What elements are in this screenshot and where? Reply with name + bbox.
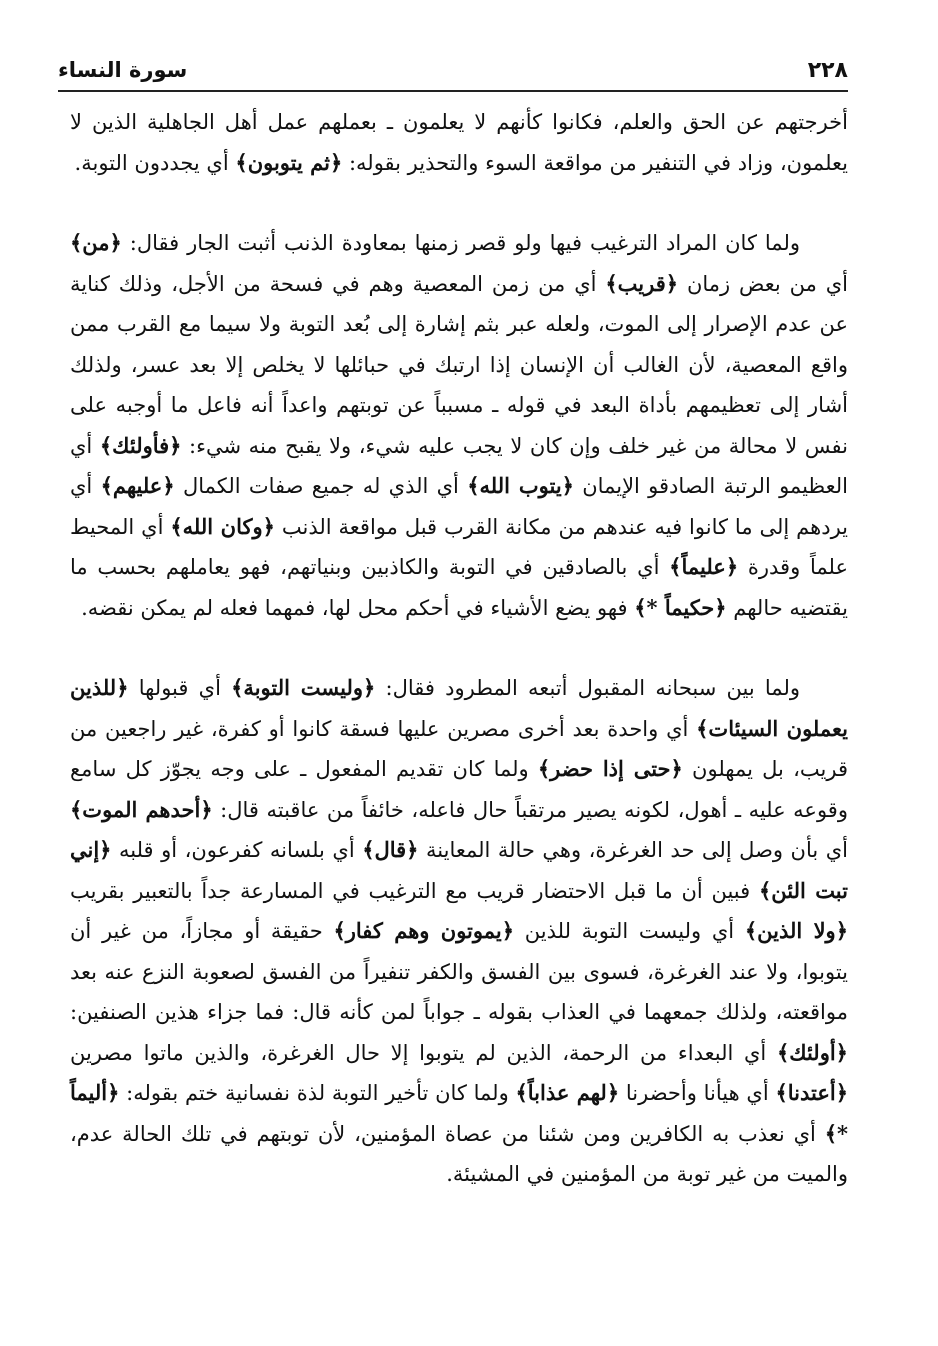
paragraph-gap [70, 628, 848, 668]
quran-verse-quote: ﴿عليهم﴾ [100, 473, 175, 498]
quran-verse-quote: ﴿من﴾ [70, 230, 122, 255]
commentary-text: ولما كان تأخير التوبة لذة نفسانية ختم بقوله: [119, 1081, 516, 1105]
quran-verse-quote: ﴿حتى إذا حضر﴾ [537, 756, 683, 781]
commentary-text: فبين أن ما قبل الاحتضار قريب مع الترغيب في المسارعة جداً بالتعبير بقريب [70, 878, 759, 903]
quran-verse-quote: ﴿قال﴾ [362, 837, 419, 862]
commentary-text: أي بأن وصل إلى حد الغرغرة، وهي حالة المعاينة [418, 838, 848, 862]
quran-verse-quote: ﴿أليماً *﴾ [70, 1080, 848, 1146]
commentary-text: أي بالصادقين في التوبة والكاذبين وبنياتهم، فهو يعاملهم بحسب ما يقتضيه حالهم [70, 555, 848, 620]
commentary-text: حقيقة أو مجازاً، من غير أن يتوبوا، ولا عند الغرغرة، فسوى بين الفسق والكفر تنفيراً من الفسق لصعوبة النزع عنه بعد مواقعته، ولذلك جمعهما في العذاب بقوله ـ جواباً لمن كأنه قال: فما جزاء هذين الصنفين: [70, 919, 848, 1024]
commentary-text: أي الذي له جميع صفات الكمال [174, 474, 468, 498]
page-header [58, 56, 848, 92]
quran-verse-quote: ﴿ولا الذين﴾ [744, 918, 849, 943]
body-text [70, 102, 848, 1195]
quran-verse-quote: ﴿لهم عذاباً﴾ [515, 1080, 620, 1105]
commentary-text: أي يردهم إلى ما كانوا فيه عندهم من مكانة القرب قبل مواقعة الذنب [70, 474, 848, 539]
quran-verse-quote: ﴿إني تبت الئن﴾ [70, 837, 848, 903]
paragraph [70, 668, 848, 1195]
commentary-text: أي نعذب به الكافرين ومن شئنا من عصاة المؤمنين، لأن توبتهم في تلك الحالة عدم، والميت من غير توبة من المؤمنين في المشيئة. [70, 1121, 848, 1186]
quran-verse-quote: ﴿أولئك﴾ [776, 1039, 848, 1065]
commentary-text: أي المحيط علماً وقدرة [70, 514, 848, 579]
commentary-text: أي من بعض زمان [678, 271, 849, 296]
quran-verse-quote: ﴿عليماً﴾ [669, 554, 739, 579]
commentary-text: أي من زمن المعصية وهم في فسحة من الأجل، وذلك كناية عن عدم الإصرار إلى الموت، ولعله عبر بثم إشارة إلى بُعد التوبة ولا سيما مع القرب ممن واقع المعصية، لأن الغالب أن الإنسان إذا ارتبك في حبائلها لا يخلص إلا بعد عسر، ولذلك أشار إلى تعظيمهم بأداة البعد في قوله ـ مسبباً عن توبتهم واعداً أنه فاعل ما أوجبه على نفس لا محالة من غير خلف وإن كان لا يجب عليه شيء، ولا يقبح منه شيء: [70, 271, 849, 458]
quran-verse-quote: ﴿وليست التوبة﴾ [231, 675, 376, 700]
commentary-text: ولما بين سبحانه المقبول أتبعه المطرود فقال: [375, 676, 800, 700]
paragraph [70, 223, 848, 628]
commentary-text: أي يجددون التوبة. [74, 150, 236, 175]
quran-verse-quote: ﴿قريب﴾ [605, 270, 679, 296]
commentary-text: أي هيأنا وأحضرنا [619, 1081, 776, 1105]
quran-verse-quote: ﴿وكان الله﴾ [170, 513, 275, 539]
quran-verse-quote: ﴿فأولئك﴾ [99, 432, 182, 458]
commentary-text: أخرجتهم عن الحق والعلم، فكانوا كأنهم لا يعلمون ـ بعملهم عمل أهل الجاهلية الذين لا يعلمون، وزاد في التنفير من مواقعة السوء والتحذير بقوله: [70, 110, 848, 175]
page-number: ٢٢٨ [807, 58, 848, 83]
commentary-text: ولما كان تقديم المفعول ـ على وجه يجوّز كل سامع وقوعه عليه ـ أهول، لكونه يصير مرتقباً حال فاعله، خائفاً من عاقبته قال: [70, 757, 848, 822]
quran-verse-quote: ﴿يتوب الله﴾ [467, 473, 574, 498]
quran-verse-quote: ﴿ثم يتوبون﴾ [235, 149, 343, 175]
quran-verse-quote: ﴿للذين يعملون السيئات﴾ [70, 675, 848, 741]
quran-verse-quote: ﴿أحدهم الموت﴾ [70, 796, 213, 822]
commentary-text: فهو يضع الأشياء في أحكم محل لها، فمهما فعله لم يمكن نقضه. [81, 595, 635, 620]
commentary-text: أي قبولها [128, 676, 232, 700]
commentary-text: أي واحدة بعد أخرى مصرين عليها فسقة كانوا أو كفرة، غير راجعين من قريب، بل يمهلون [70, 716, 848, 781]
commentary-text: أي وليست التوبة للذين [514, 919, 745, 943]
commentary-text: أي البعداء من الرحمة، الذين لم يتوبوا إلا حال الغرغرة، والذين ماتوا مصرين [70, 1040, 777, 1065]
commentary-text: أي العظيمو الرتبة الصادقو الإيمان [70, 433, 848, 498]
quran-verse-quote: ﴿أعتدنا﴾ [775, 1080, 849, 1105]
commentary-text: أي بلسانه كفرعون، أو قلبه [111, 838, 363, 862]
commentary-text: ولما كان المراد الترغيب فيها ولو قصر زمنها بمعاودة الذنب أثبت الجار فقال: [121, 231, 800, 255]
quran-verse-quote: ﴿يموتون وهم كفار﴾ [333, 918, 515, 943]
surah-name: سورة النساء [58, 58, 188, 82]
paragraph-gap [70, 183, 848, 223]
quran-verse-quote: ﴿حكيماً *﴾ [634, 594, 727, 620]
header-rule [58, 90, 848, 92]
paragraph [70, 102, 848, 183]
